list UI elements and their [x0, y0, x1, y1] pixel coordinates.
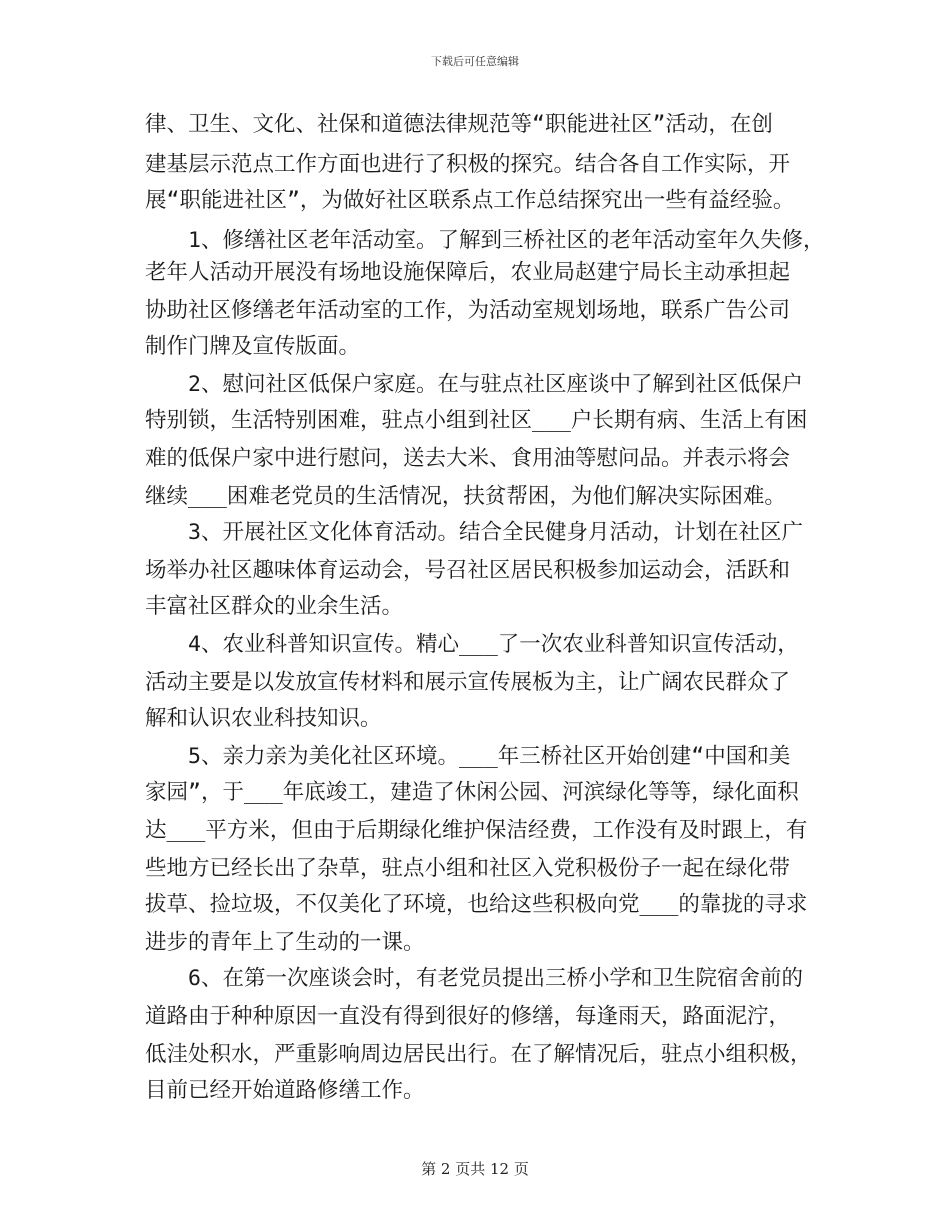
text-line: 律、卫生、文化、社保和道德法律规范等“职能进社区”活动，在创: [145, 112, 773, 137]
text-line: 2、慰问社区低保户家庭。在与驻点社区座谈中了解到社区低保户: [145, 372, 803, 397]
text-line: 5、亲力亲为美化社区环境。___年三桥社区开始创建“中国和美: [145, 744, 791, 769]
text-line: 3、开展社区文化体育活动。结合全民健身月活动，计划在社区广: [145, 520, 803, 545]
text-line: 些地方已经长出了杂草，驻点小组和社区入党积极份子一起在绿化带: [145, 856, 791, 881]
text-line: 展“职能进社区”，为做好社区联系点工作总结探究出一些有益经验。: [145, 188, 795, 213]
text-line: 家园”，于___年底竣工，建造了休闲公园、河滨绿化等等，绿化面积: [145, 780, 799, 805]
text-line: 拔草、捡垃圾，不仅美化了环境，也给这些积极向党___的靠拢的寻求: [145, 892, 808, 917]
text-line: 6、在第一次座谈会时，有老党员提出三桥小学和卫生院宿舍前的: [145, 966, 803, 991]
text-line: 目前已经开始道路修缮工作。: [145, 1078, 425, 1103]
text-line: 难的低保户家中进行慰问，送去大米、食用油等慰问品。并表示将会: [145, 446, 791, 471]
text-line: 1、修缮社区老年活动室。了解到三桥社区的老年活动室年久失修，: [145, 228, 825, 253]
text-line: 老年人活动开展没有场地设施保障后，农业局赵建宁局长主动承担起: [145, 260, 791, 285]
page-header: 下载后可任意编辑: [431, 55, 519, 68]
text-line: 建基层示范点工作方面也进行了积极的探究。结合各自工作实际，开: [145, 152, 791, 177]
text-line: 4、农业科普知识宣传。精心___了一次农业科普知识宣传活动，: [145, 632, 799, 657]
text-line: 道路由于种种原因一直没有得到很好的修缮，每逢雨天，路面泥泞，: [145, 1004, 791, 1029]
text-line: 继续___困难老党员的生活情况，扶贫帮困，为他们解决实际困难。: [145, 484, 786, 509]
text-line: 特别锁，生活特别困难，驻点小组到社区___户长期有病、生活上有困: [145, 408, 808, 433]
text-line: 协助社区修缮老年活动室的工作，为活动室规划场地，联系广告公司: [145, 298, 791, 323]
text-line: 低洼处积水，严重影响周边居民出行。在了解情况后，驻点小组积极，: [145, 1042, 812, 1067]
text-line: 解和认识农业科技知识。: [145, 706, 382, 731]
page-footer: 第 2 页共 12 页: [421, 1160, 529, 1178]
text-line: 制作门牌及宣传版面。: [145, 334, 361, 359]
text-line: 达___平方米，但由于后期绿化维护保洁经费，工作没有及时跟上，有: [145, 818, 808, 843]
text-line: 进步的青年上了生动的一课。: [145, 930, 425, 955]
text-line: 活动主要是以发放宣传材料和展示宣传展板为主，让广阔农民群众了: [145, 670, 791, 695]
text-line: 场举办社区趣味体育运动会，号召社区居民积极参加运动会，活跃和: [145, 558, 791, 583]
text-line: 丰富社区群众的业余生活。: [145, 594, 404, 619]
